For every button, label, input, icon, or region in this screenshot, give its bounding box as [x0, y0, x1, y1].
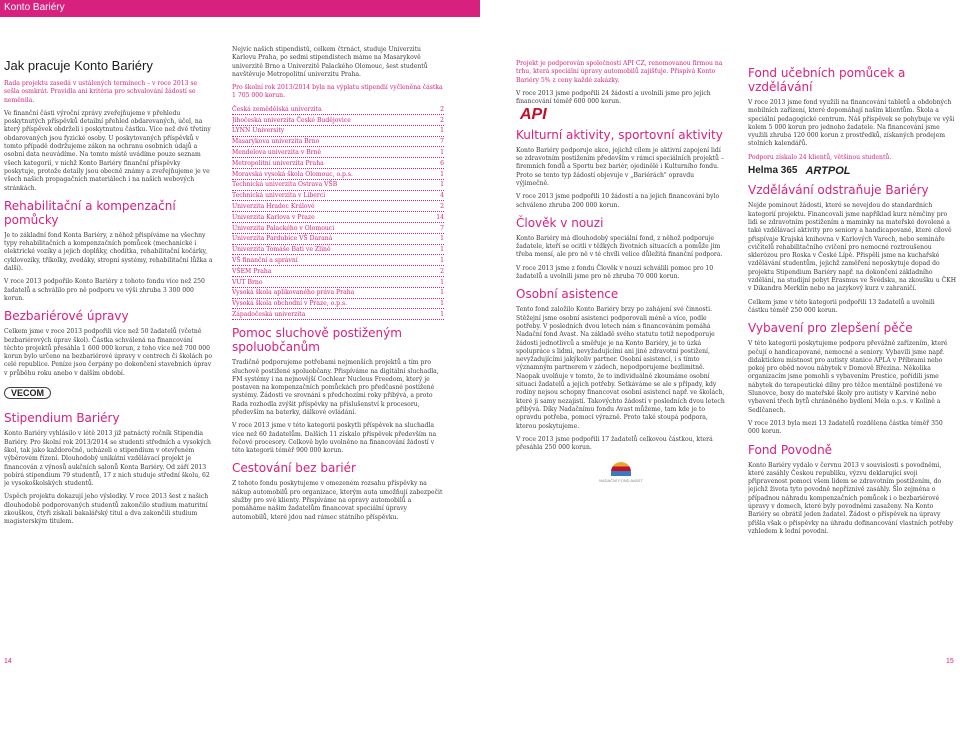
university-name: Univerzita Tomáše Bati ve Zlíně — [232, 246, 331, 254]
student-count: 1 — [440, 170, 444, 178]
section-heading-pomoc: Pomoc sluchově postiženým spoluobčanům — [232, 326, 402, 355]
paragraph: Pro školní rok 2013/2014 byla na výplatu stipendií vyčleněna částka 1 705 000 korun. — [232, 84, 443, 100]
list-item — [232, 257, 444, 266]
university-name: Univerzita Karlova v Praze — [232, 213, 315, 221]
section-heading-povodne: Fond Povodně — [748, 442, 833, 457]
paragraph: V roce 2013 byla mezi 13 žadatelů rozdělena částka téměř 350 000 korun. — [748, 419, 943, 436]
api-logo: API — [520, 106, 547, 124]
paragraph: V roce 2013 jsme fond využili na financování tabletů a obdobných mobilních zařízení, které dopomáhají našim klientům. Škola a speciální pedagogické centrum. Náš příspěvek se pohybuje ve výši kolem 5 000 korun pro jednoho žadatele. Na financování jsme využili zhruba 120 000 korun z prostředků, získaných prodejem stolních kalendářů. — [748, 99, 955, 148]
paragraph: Nejvíc našich stipendistů, celkem čtrnáct, studuje Univerzitu Karlovu Praha, po sedmi stipendistech máme na Masarykově univerzitě Brno a Univerzitě Palackého Olomouc, šest studentů navštěvuje Metropolitní univerzitu Praha. — [232, 46, 428, 78]
section-heading-stipendium: Stipendium Bariéry — [4, 411, 120, 426]
header-title: Konto Bariéry — [4, 2, 65, 13]
sponsor-logos — [748, 165, 956, 178]
paragraph: Nejde pominout žádosti, které se nevejdou do standardních kategorií projektu. Financovali jsme například kurz němčiny pro lidi se zdravotním postižením a maminky na mateřské dovolené a také vzdělávací aktivity pro seniory a handicapované, které cílově přispívaje Krajská knihovna v Karlových Varech, nebo semináře cvičitelů rehabilitačního cvičení pro nemocné roztroušenou sklerózou pro Roska v České Lípě. Přispěli jsme na kuchařské vzdělávání studentům, jejichž zaměření neposkytuje dopad do projektu Stipendium Bariéry např. na dokončení základního vzdělání, na studijní pobyt Erasmus ve Švédsku, na zkoušku u ČKH v Dikandra Merklín nebo na jazykový kurz v zahraničí. — [748, 202, 956, 293]
page-number-left: 14 — [4, 658, 12, 665]
student-count: 6 — [440, 159, 444, 167]
student-count: 1 — [440, 181, 444, 189]
list-item — [232, 117, 444, 126]
university-name: Česká zemědělská univerzita — [232, 105, 322, 113]
list-item — [232, 127, 444, 136]
university-name: Jihočeská univerzita České Budějovice — [232, 116, 351, 124]
paragraph: Konto Bariéry má dlouhodobý speciální fond, z něhož podporuje žadatele, kteří se ocitli v těžkých životních situacích a pomůže jim třeba mensí, ale pro ně v té chvíli velice důležitá finanční podpora. — [516, 234, 723, 259]
university-name: Technická univerzita Ostrava VŠB — [232, 181, 338, 189]
paragraph: Je to základní fond Konta Bariéry, z něhož přispíváme na všechny typy rehabilitačních a kompenzačních pomůcek (mechanické i elektrické vozíky a jejich doplňky, chodítka, rehabilitační kočárky, cyklovozíky, tříkolky, zvedáky, stropní systémy, rehabilitační lůžka a další). — [4, 231, 213, 273]
university-name: VŠEM Praha — [232, 267, 272, 275]
section-heading-cestovani: Cestování bez bariér — [232, 461, 356, 476]
paragraph: V roce 2013 podpořilo Konto Bariéry z tohoto fondu více než 250 žadatelů a schválilo pro ně podporu ve výši zhruba 3 300 000 korun. — [4, 278, 205, 302]
avast-foundation-logo — [596, 462, 646, 485]
section-heading-asistence: Osobní asistence — [516, 287, 619, 302]
student-count: 2 — [440, 202, 444, 210]
paragraph: V roce 2013 jsme v této kategorii poskytli příspěvek na sluchadla více než 60 žadatelům. Dalších 11 získalo příspěvek především na řečové procesory. Celkově bylo uvolněno na financování žádostí v této kategorii téměř 900 000 korun. — [232, 422, 437, 455]
list-item — [232, 171, 444, 180]
paragraph: Konto Bariéry vydalo v červnu 2013 v souvislosti s povodněmi, které zasáhly Českou republiku, výzvu deklarující svoji připravenost pomoci všem lidem se zdravotním postižením, do jejichž života tyto povodně nepříznivě zasáhly. Šlo zejména o případnou náhradu kompenzačních pomůcek i o bezbariérové úpravy v domech, které byly povodněmi zasaženy. Na Konto Bariéry se obrátil jeden žadatel. Žádost o příspěvek na úpravy přišla však o přispěvky na úhradu dofinancování vlastních potřeby vzhledem k lední povodni. — [748, 461, 954, 535]
paragraph: V roce 2013 jsme podpořili 10 žádostí a na jejich financování bylo schváleno zhruba 200 000 korun. — [516, 193, 720, 209]
student-count: 1 — [440, 278, 444, 286]
section-heading-bezbarier: Bezbariérové úpravy — [4, 309, 129, 324]
column-3 — [516, 60, 728, 729]
helma-logo: Helma 365 — [748, 165, 798, 177]
section-heading-vzdelavani: Vzdělávání odstraňuje Bariéry — [748, 183, 929, 198]
student-count: 1 — [440, 300, 444, 308]
student-count: 1 — [440, 310, 444, 318]
list-item — [232, 268, 444, 277]
university-name: LYNN University — [232, 127, 285, 135]
column-4 — [748, 60, 956, 729]
university-name: VUT Brno — [232, 278, 263, 286]
student-count: 1 — [440, 256, 444, 264]
paragraph: Podporu získalo 24 klientů, většinou studentů. — [748, 153, 892, 161]
paragraph: Konto Bariéry podporuje akce, jejichž cílem je aktivní zapojení lidí se zdravotním postižením především v rámci speciálních projektů – firemních fondů a Sportu bez bariér, ojedinělé i Kulturního fondu. Proto se tento typ žádostí objevuje v „Bariérách" opravdu výjimečně. — [516, 146, 724, 187]
list-item — [232, 300, 444, 309]
student-count: 2 — [440, 267, 444, 275]
intro-text: Rada projektu zasedá v ustálených termínech – v roce 2013 se sešla osmkrát. Pravidla ani kritéria pro schvalování žádostí se neměnila. — [4, 80, 198, 104]
paragraph: Tradičně podporujeme potřebami nejmenších projektů a tím pro sluchově postižené spoluobčany. Přispíváme na digitální sluchadla, FM systémy i na nejnovější Cochlear Nucleus Freedom, který je postaven na kompenzačních pomůckách pro předčasné postižené systémy. Žádosti ve srovnání s předchozími roky přibývá, a proto Rada rozhodla zvýšit příspěvky na příslušenství k procesoru, především na baterky, dálkové ovládání. — [232, 359, 439, 416]
university-name: VŠ finanční a správní — [232, 256, 298, 264]
section-heading-ucebni: Fond učebních pomůcek a vzdělávání — [748, 66, 906, 94]
university-name: Vysoká škola obchodní v Praze, o.p.s. — [232, 300, 348, 308]
student-count: 7 — [440, 224, 444, 232]
university-name: Moravská vysoká škola Olomouc, o.p.s. — [232, 170, 353, 178]
paragraph: V roce 2013 jsme podpořili 24 žádostí a uvolnili jsme pro jejich financování téměř 600 000 korun. — [516, 89, 711, 106]
header-bar — [0, 0, 480, 17]
paragraph: Projekt je podporován společností API CZ, renomovanou firmou na trhu, která speciální úpravy automobilů zajišťuje. Přispívá Konto Bariéry 5% z ceny každé zakázky. — [516, 60, 723, 84]
student-count: 1 — [440, 235, 444, 243]
student-count: 14 — [436, 213, 444, 221]
paragraph: Celkem jsme v této kategorii podpořili 13 žadatelů a uvolnili částku téměř 250 000 korun. — [748, 298, 935, 314]
page-number-right: 15 — [946, 658, 954, 665]
list-item — [232, 106, 444, 115]
university-name: Univerzita Hradec Králové — [232, 202, 315, 210]
paragraph: V roce 2013 jsme podpořili 17 žadatelů celkovou částkou, která přesáhla 250 000 korun. — [516, 435, 713, 452]
university-list — [232, 106, 444, 320]
paragraph: V této kategorii poskytujeme podporu převážně zařízením, které pečují o handicapované, nemocné a seniory. Vybavili jsme např. didaktickou místnost pro autisty stanice APLA v Příbrami nebo pokoj pro oběd novou nábytek v Domově Březina. Několika organizacím jsme pomohli s vybavením Prestice, pořídili jsme nábytek do terapeutické dílny pro těžce mentálně postižené ve Slunovce, boxy do mateřské školy pro autisty v Karviné nebo vybavení třech bytů chráněného bydlení Mela o.p.s. v Kolíně a Sedlčanech. — [748, 340, 948, 414]
list-item — [232, 289, 444, 298]
paragraph: Z tohoto fondu poskytujeme v omezeném rozsahu příspěvky na nákup automobilů pro organizace, kterým auta umožňují zabezpečit služby pro své klienty. Přispíváme na opravy automobilů a pomáháme našim žadatelům financovat speciální úpravy automobilů, které jdou nad rámec státního příspěvku. — [232, 480, 443, 521]
column-1 — [4, 58, 214, 727]
foundation-mark-icon — [611, 462, 631, 476]
list-item — [232, 311, 444, 320]
section-heading-vybaveni: Vybavení pro zlepšení pěče — [748, 321, 913, 336]
student-count: 2 — [440, 105, 444, 113]
university-name: Mendelova univerzita v Brně — [232, 148, 322, 156]
list-item — [232, 192, 444, 201]
list-item — [232, 235, 444, 244]
paragraph: Konto Bariéry vyhlásilo v létě 2013 již patnáctý ročník Stipendia Bariéry. Pro školní rok 2013/2014 se studenti středních a vysokých škol, tak jako každoročně, ucházeli o stipendium v otevřeném výběrovém řízení. Dlouhodobý unikátní vzdělávací projekt je financován z výnosů aukčních salonů Konta Bariéry. Od září 2013 pobírá stipendium 79 studentů, 17 z nich studuje střední školu, 62 je vysokoškolských studentů. — [4, 430, 211, 488]
student-count: 4 — [440, 192, 444, 200]
university-name: Technická univerzita v Liberci — [232, 192, 326, 200]
student-count: 1 — [440, 148, 444, 156]
university-name: Vysoká škola aplikovaného práva Praha — [232, 289, 355, 297]
artpol-logo: ARTPOL — [805, 165, 851, 178]
student-count: 1 — [440, 289, 444, 297]
list-item — [232, 279, 444, 288]
paragraph: Ve finanční části výroční zprávy zveřejňujeme v přehledu poskytnutých příspěvků detailní přehled obdarovaných, účel, na který příspěvek obdrželi i poskytnutou částku. Více než dvě třetiny obdarovaných jsou fyzické osoby. U poskytovaných příspěvků v tomto případě dodržujeme zákon na ochranu osobních údajů a osobní data neuvádíme. Na tomto místě uvádíme pouze seznam všech kategorií, v nichž Konto Bariéry finanční příspěvky poskytuje, protože detaily jsou obecně známy a zveřejňujeme je ve všech našich propagačních materiálech i na našich webových stránkách. — [4, 109, 211, 192]
university-name: Západočeská univerzita — [232, 310, 306, 318]
foundation-logo-text: NADAČNÍ FOND AVAST — [599, 478, 643, 484]
student-count: 2 — [440, 116, 444, 124]
list-item — [232, 214, 444, 223]
paragraph: Tento fond založilo Konto Bariéry brzy po zahájení své činnosti. Stěžejní jsme osobní asistenci podporovali méně a více, podle potřeby. V posledních dvou letech nám s financováním pomáhá Nadační fond Avast. Na základě svého statutu totiž nepodporuje žádosti jednotlivců a směřuje je na Konto Bariéry, je to úzká spolupráce s lidmi, nevyžadujícími ani jiné zdravotní postižení, nevyžadujícími jakýkoliv partner. Osobní asistenci, i s tímto významným partnerem v zádech, nepodporujeme bezlimitně. Naopak uvolňuje v tomto, že to individuálně zkoumáme osobní situaci žadatelů a jejich potřeby. Setkáváme se ale s případy, kdy rodiny nejsou schopny financovat osobní asistenci např. ve školách, které ji samy nezajistí. Takovýchto žádostí v posledních dvou letech přibývá. Díky Nadačnímu fondu Avast můžeme, tam kde je to opravdu potřeba, pomoci výrazně. Proto také stoupá podpora, kterou poskytujeme. — [516, 306, 725, 430]
student-count: 1 — [440, 246, 444, 254]
list-item — [232, 203, 444, 212]
list-item — [232, 149, 444, 158]
section-heading-rehab: Rehabilitační a kompenzační pomůcky — [4, 198, 176, 227]
student-count: 7 — [440, 138, 444, 146]
university-name: Metropolitní univerzita Praha — [232, 159, 324, 167]
list-item — [232, 160, 444, 169]
paragraph: V roce 2013 jsme z fondu Člověk v nouzi schválili pomoc pro 10 žadatelů a uvolnili jsme pro ně zhruba 70 000 korun. — [516, 264, 714, 281]
list-item — [232, 138, 444, 147]
list-item — [232, 246, 444, 255]
university-name: Univerzita Palackého v Olomouci — [232, 224, 335, 232]
university-name: Masarykova univerzita Brno — [232, 138, 320, 146]
section-heading-kultura: Kulturní aktivity, sportovní aktivity — [516, 127, 723, 142]
paragraph: Celkem jsme v roce 2013 podpořili více než 50 žadatelů (včetně bezbariérových úprav škol). Částka schválená na financování těchto projektů přesáhla 1 600 000 korun, z toho více než 700 000 korun bylo určeno na bezbariérové úpravy v centrech či školách po celé republice. Peníze jsou čerpány po dokončení stavebních úprav v průběhu roku anebo v dalším období. — [4, 328, 213, 377]
university-name: Univerzita Pardubice VŠ Daraná — [232, 235, 333, 243]
vecom-logo: VECOM — [4, 387, 51, 399]
page-heading: Jak pracuje Konto Bariéry — [4, 58, 153, 73]
list-item — [232, 225, 444, 234]
list-item — [232, 181, 444, 190]
column-2 — [232, 46, 444, 715]
section-heading-clovek: Člověk v nouzi — [516, 215, 604, 230]
paragraph: Úspěch projektu dokazují jeho výsledky. V roce 2013 šest z našich dlouhodobě podporovaných studentů zakončilo studium maturitní zkouškou, čtyři získali bakalářský titul a dva zakončili studium magisterským titulem. — [4, 493, 209, 526]
student-count: 1 — [440, 127, 444, 135]
